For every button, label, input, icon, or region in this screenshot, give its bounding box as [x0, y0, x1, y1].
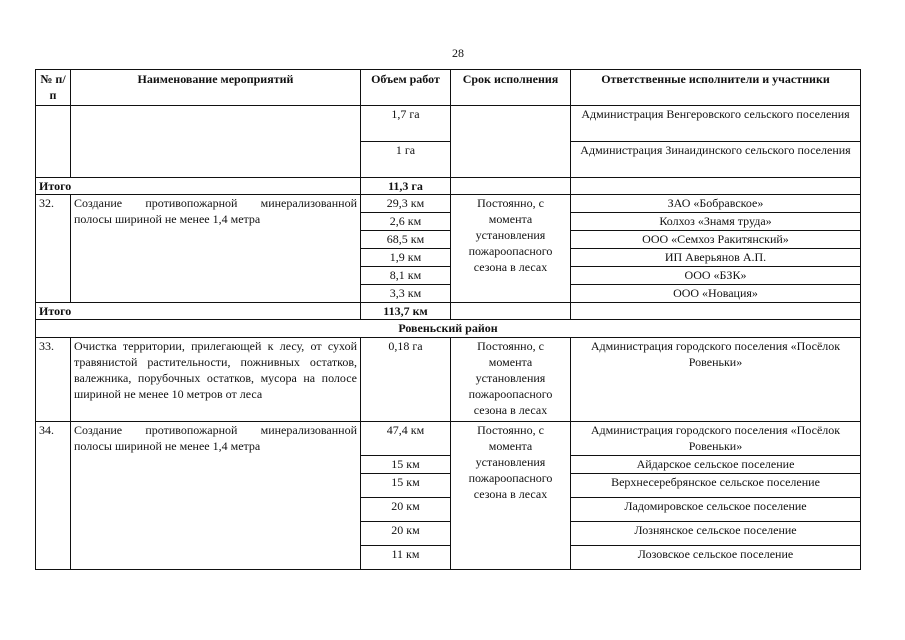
header-row: [36, 70, 861, 106]
volume-cell: 20 км: [361, 498, 451, 522]
volume-cell: 1 га: [361, 142, 451, 178]
table-row: [36, 106, 861, 142]
volume-cell: 29,3 км: [361, 195, 451, 213]
responsible-cell: Лозовское сельское поселение: [571, 546, 861, 570]
activities-table: [35, 69, 861, 570]
volume-cell: 2,6 км: [361, 213, 451, 231]
district-heading: Ровеньский район: [36, 320, 861, 338]
item-name: Создание противопожарной минерализованной полосы шириной не менее 1,4 метра: [71, 422, 361, 570]
responsible-cell: ИП Аверьянов А.П.: [571, 249, 861, 267]
volume-cell: 1,7 га: [361, 106, 451, 142]
total-label: Итого: [36, 303, 361, 320]
responsible-cell: ООО «БЗК»: [571, 267, 861, 285]
item-term: Постоянно, с момента установления пожароопасного сезона в лесах: [451, 422, 571, 570]
volume-cell: 68,5 км: [361, 231, 451, 249]
volume-cell: 11 км: [361, 546, 451, 570]
total-volume: 11,3 га: [361, 178, 451, 195]
responsible-cell: ООО «Семхоз Ракитянский»: [571, 231, 861, 249]
item-name: Создание противопожарной минерализованной полосы шириной не менее 1,4 метра: [71, 195, 361, 303]
volume-cell: 15 км: [361, 474, 451, 498]
responsible-cell: Айдарское сельское поселение: [571, 456, 861, 474]
responsible-cell: Администрация городского поселения «Посёлок Ровеньки»: [571, 338, 861, 422]
responsible-cell: Администрация городского поселения «Посёлок Ровеньки»: [571, 422, 861, 456]
item-number: 34.: [36, 422, 71, 570]
district-row: [36, 320, 861, 338]
table-row: [36, 195, 861, 213]
total-volume: 113,7 км: [361, 303, 451, 320]
responsible-cell: Администрация Зинаидинского сельского поселения: [571, 142, 861, 178]
volume-cell: 47,4 км: [361, 422, 451, 456]
item-term: Постоянно, с момента установления пожароопасного сезона в лесах: [451, 338, 571, 422]
header-name: Наименование мероприятий: [71, 70, 361, 106]
responsible-cell: Колхоз «Знамя труда»: [571, 213, 861, 231]
item-name: Очистка территории, прилегающей к лесу, от сухой травянистой растительности, пожнивных остатков, валежника, порубочных остатков, мусора на полосе шириной не менее 10 метров от леса: [71, 338, 361, 422]
responsible-cell: Лознянское сельское поселение: [571, 522, 861, 546]
volume-cell: 1,9 км: [361, 249, 451, 267]
item-term: Постоянно, с момента установления пожароопасного сезона в лесах: [451, 195, 571, 303]
table-row: [36, 338, 861, 422]
volume-cell: 15 км: [361, 456, 451, 474]
item-number: 33.: [36, 338, 71, 422]
table-row: [36, 422, 861, 456]
page-number: 28: [452, 46, 464, 60]
volume-cell: 8,1 км: [361, 267, 451, 285]
responsible-cell: Ладомировское сельское поселение: [571, 498, 861, 522]
item-number: 32.: [36, 195, 71, 303]
volume-cell: 0,18 га: [361, 338, 451, 422]
volume-cell: 20 км: [361, 522, 451, 546]
header-term: Срок исполнения: [451, 70, 571, 106]
total-label: Итого: [36, 178, 361, 195]
total-row: [36, 303, 861, 320]
header-responsible: Ответственные исполнители и участники: [571, 70, 861, 106]
responsible-cell: Верхнесеребрянское сельское поселение: [571, 474, 861, 498]
total-row: [36, 178, 861, 195]
volume-cell: 3,3 км: [361, 285, 451, 303]
responsible-cell: ООО «Новация»: [571, 285, 861, 303]
responsible-cell: ЗАО «Бобравское»: [571, 195, 861, 213]
header-num: № п/п: [36, 70, 71, 106]
header-volume: Объем работ: [361, 70, 451, 106]
responsible-cell: Администрация Венгеровского сельского поселения: [571, 106, 861, 142]
